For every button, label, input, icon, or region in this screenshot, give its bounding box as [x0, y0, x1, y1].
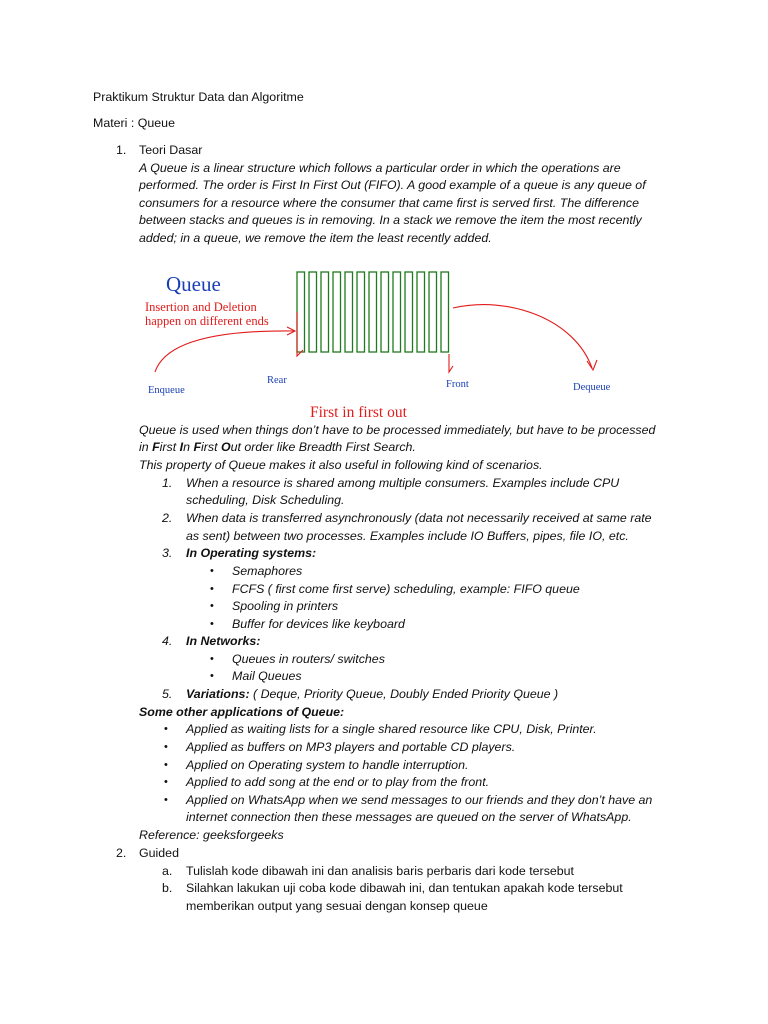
usage-line-1: Queue is used when things don’t have to be processed immediately, but have to be processed [139, 423, 656, 437]
scenario-text: When a resource is shared among multiple consumers. Examples include CPU [186, 476, 620, 490]
scenario-number: 2. [162, 511, 173, 525]
queue-cell [297, 272, 305, 352]
queue-cell [345, 272, 353, 352]
scenario-heading: In Networks: [186, 634, 261, 648]
section-2-heading: Guided [139, 846, 179, 860]
application-item: Applied on Operating system to handle interruption. [186, 758, 469, 772]
guided-item-letter: b. [162, 881, 173, 895]
os-item: Semaphores [232, 564, 303, 578]
bullet-icon: • [210, 618, 214, 630]
front-arrow [449, 354, 453, 372]
diagram-note-line-1: Insertion and Deletion [145, 300, 257, 314]
queue-cells [297, 272, 449, 352]
queue-cell [417, 272, 425, 352]
bullet-icon: • [210, 583, 214, 595]
reference-text: Reference: geeksforgeeks [139, 828, 284, 842]
bullet-icon: • [164, 776, 168, 788]
diagram-caption: First in first out [310, 404, 407, 421]
scenario-number: 3. [162, 546, 173, 560]
rear-label: Rear [267, 375, 287, 386]
scenario-heading: In Operating systems: [186, 546, 317, 560]
intro-line: added; in a queue, we remove the item the least recently added. [139, 231, 492, 245]
usage-line-2: in First In First Out order like Breadth First Search. [139, 440, 416, 454]
section-1-number: 1. [116, 143, 127, 157]
queue-cell [393, 272, 401, 352]
dequeue-label: Dequeue [573, 382, 611, 393]
queue-cell [429, 272, 437, 352]
guided-item-text: Silahkan lakukan uji coba kode dibawah ini, dan tentukan apakah kode tersebut [186, 881, 623, 895]
application-item: Applied on WhatsApp when we send messages to our friends and they don’t have an [186, 793, 653, 807]
queue-cell [309, 272, 317, 352]
enqueue-arrow [155, 331, 294, 372]
guided-item-text: Tulislah kode dibawah ini dan analisis baris perbaris dari kode tersebut [186, 864, 574, 878]
dequeue-arrow [453, 305, 592, 368]
materi-label: Materi : Queue [93, 116, 175, 130]
section-1-heading: Teori Dasar [139, 143, 203, 157]
diagram-note-line-2: happen on different ends [145, 314, 269, 328]
front-label: Front [446, 379, 469, 390]
scenario-text: scheduling, Disk Scheduling. [186, 493, 345, 507]
bullet-icon: • [164, 741, 168, 753]
queue-cell [381, 272, 389, 352]
scenario-number: 4. [162, 634, 173, 648]
queue-cell [333, 272, 341, 352]
scenario-text: When data is transferred asynchronously (data not necessarily received at same rate [186, 511, 652, 525]
usage-line-3: This property of Queue makes it also useful in following kind of scenarios. [139, 458, 543, 472]
bullet-icon: • [210, 653, 214, 665]
enqueue-label: Enqueue [148, 385, 185, 396]
bullet-icon: • [164, 794, 168, 806]
diagram-title: Queue [166, 272, 221, 296]
application-item: Applied as waiting lists for a single shared resource like CPU, Disk, Printer. [186, 722, 597, 736]
intro-line: consumers for a resource where the consumer that came first is served first. The difference [139, 196, 639, 210]
scenario-variations: Variations: ( Deque, Priority Queue, Doubly Ended Priority Queue ) [186, 687, 559, 701]
bullet-icon: • [164, 759, 168, 771]
doc-title: Praktikum Struktur Data dan Algoritme [93, 90, 304, 104]
queue-diagram [0, 250, 768, 425]
network-item: Mail Queues [232, 669, 302, 683]
queue-cell [405, 272, 413, 352]
bullet-icon: • [210, 600, 214, 612]
scenario-text: as sent) between two processes. Examples include IO Buffers, pipes, file IO, etc. [186, 529, 629, 543]
intro-line: A Queue is a linear structure which follows a particular order in which the operations are [139, 161, 621, 175]
bullet-icon: • [164, 723, 168, 735]
os-item: Spooling in printers [232, 599, 339, 613]
application-item: Applied as buffers on MP3 players and portable CD players. [186, 740, 516, 754]
bullet-icon: • [210, 670, 214, 682]
guided-item-text: memberikan output yang sesuai dengan konsep queue [186, 899, 488, 913]
application-item: Applied to add song at the end or to play from the front. [186, 775, 490, 789]
section-2-number: 2. [116, 846, 127, 860]
queue-cell [369, 272, 377, 352]
application-item-continued: internet connection then these messages are queued on the server of WhatsApp. [186, 810, 632, 824]
bullet-icon: • [210, 565, 214, 577]
scenario-number: 5. [162, 687, 173, 701]
os-item: FCFS ( first come first serve) scheduling, example: FIFO queue [232, 582, 580, 596]
queue-cell [321, 272, 329, 352]
intro-line: performed. The order is First In First Out (FIFO). A good example of a queue is any queue of [139, 178, 646, 192]
queue-cell [441, 272, 449, 352]
network-item: Queues in routers/ switches [232, 652, 385, 666]
guided-item-letter: a. [162, 864, 173, 878]
os-item: Buffer for devices like keyboard [232, 617, 405, 631]
dequeue-arrowhead [587, 360, 597, 370]
queue-cell [357, 272, 365, 352]
applications-heading: Some other applications of Queue: [139, 705, 345, 719]
intro-line: between stacks and queues is in removing. In a stack we remove the item the most recently [139, 213, 642, 227]
rear-arrow [297, 312, 303, 356]
scenario-number: 1. [162, 476, 173, 490]
